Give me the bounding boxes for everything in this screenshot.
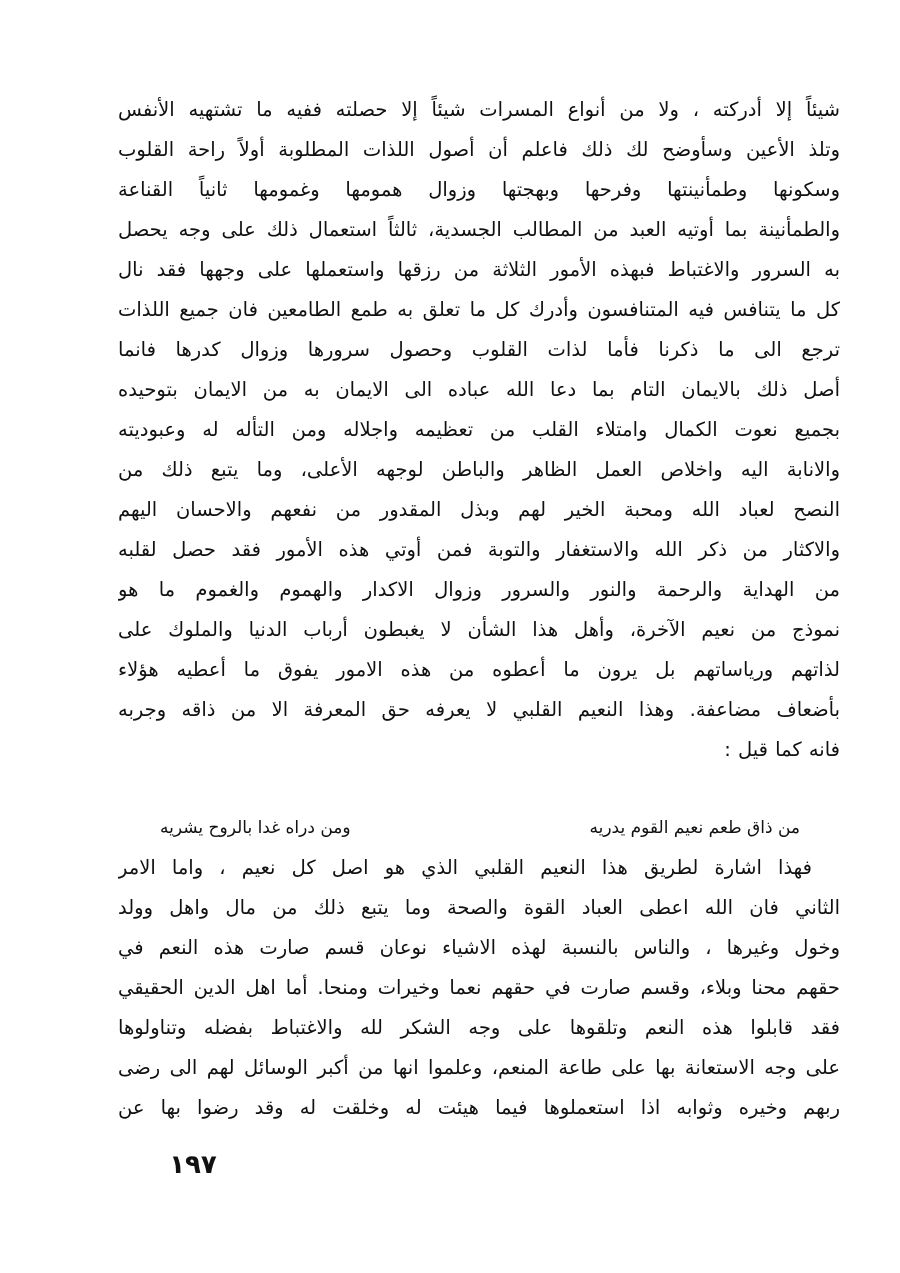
text-line: كل ما يتنافس فيه المتنافسون وأدرك كل ما تعلق به طمع الطامعين فان جميع اللذات: [118, 298, 840, 321]
verse-first-hemistich: من ذاق طعم نعيم القوم يدريه: [589, 818, 800, 838]
text-line: النصح لعباد الله ومحبة الخير لهم وبذل المقدور من نفعهم والاحسان اليهم: [118, 498, 840, 521]
text-line: الثاني فان الله اعطى العباد القوة والصحة وما يتبع ذلك من مال واهل وولد: [118, 896, 840, 919]
text-line: فانه كما قيل :: [724, 738, 840, 761]
text-line: وتلذ الأعين وسأوضح لك ذلك فاعلم أن أصول اللذات المطلوبة أولاً راحة القلوب: [118, 138, 840, 161]
text-line: نموذج من نعيم الآخرة، وأهل هذا الشأن لا يغبطون أرباب الدنيا والملوك على: [118, 618, 840, 641]
text-line: والطمأنينة بما أوتيه العبد من المطالب الجسدية، ثالثاً استعمال ذلك على وجه يحصل: [118, 218, 840, 241]
text-line: فقد قابلوا هذه النعم وتلقوها على وجه الشكر لله والاغتباط بفضله وتناولوها: [118, 1016, 840, 1039]
poetry-verse: [160, 808, 800, 848]
text-line: حقهم محنا وبلاء، وقسم صارت في حقهم نعما وخيرات ومنحا. أما اهل الدين الحقيقي: [118, 976, 840, 999]
text-line: وسكونها وطمأنينتها وفرحها وبهجتها وزوال همومها وغمومها ثانياً القناعة: [118, 178, 840, 201]
text-line: والانابة اليه واخلاص العمل الظاهر والباطن لوجهه الأعلى، وما يتبع ذلك من: [118, 458, 840, 481]
text-line: أصل ذلك بالايمان التام بما دعا الله عباده الى الايمان به من الايمان بتوحيده: [118, 378, 840, 401]
text-line: شيئاً إلا أدركته ، ولا من أنواع المسرات شيئاً إلا حصلته ففيه ما تشتهيه الأنفس: [118, 98, 840, 121]
text-line: بجميع نعوت الكمال وامتلاء القلب من تعظيمه واجلاله ومن التأله له وعبوديته: [118, 418, 840, 441]
page-number: ١٩٧: [169, 1150, 217, 1180]
text-line: لذاتهم ورياساتهم بل يرون ما أعطوه من هذه الامور يفوق ما أعطيه هؤلاء: [118, 658, 840, 681]
verse-second-hemistich: ومن دراه غدا بالروح يشريه: [160, 818, 351, 838]
text-line: به السرور والاغتباط فبهذه الأمور الثلاثة من رزقها واستعملها على وجهها فقد نال: [118, 258, 840, 281]
text-line: بأضعاف مضاعفة. وهذا النعيم القلبي لا يعرفه حق المعرفة الا من ذاقه وجربه: [118, 698, 840, 721]
text-line: ترجع الى ما ذكرنا فأما لذات القلوب وحصول سرورها وزوال كدرها فانما: [118, 338, 840, 361]
text-line: على وجه الاستعانة بها على طاعة المنعم، وعلموا انها من أكبر الوسائل لهم الى رضى: [118, 1056, 840, 1079]
paragraph-1: [118, 90, 840, 770]
text-line: ربهم وخيره وثوابه اذا استعملوها فيما هيئت له وخلقت له وقد رضوا بها عن: [118, 1096, 840, 1119]
text-line: والاكثار من ذكر الله والاستغفار والتوبة فمن أوتي هذه الأمور فقد حصل لقلبه: [118, 538, 840, 561]
text-line: فهذا اشارة لطريق هذا النعيم القلبي الذي هو اصل كل نعيم ، واما الامر: [118, 856, 812, 879]
text-line: وخول وغيرها ، والناس بالنسبة لهذه الاشياء نوعان قسم صارت هذه النعم في: [118, 936, 840, 959]
paragraph-2: [118, 848, 840, 1128]
text-line: من الهداية والرحمة والنور والسرور وزوال الاكدار والهموم والغموم ما هو: [118, 578, 840, 601]
